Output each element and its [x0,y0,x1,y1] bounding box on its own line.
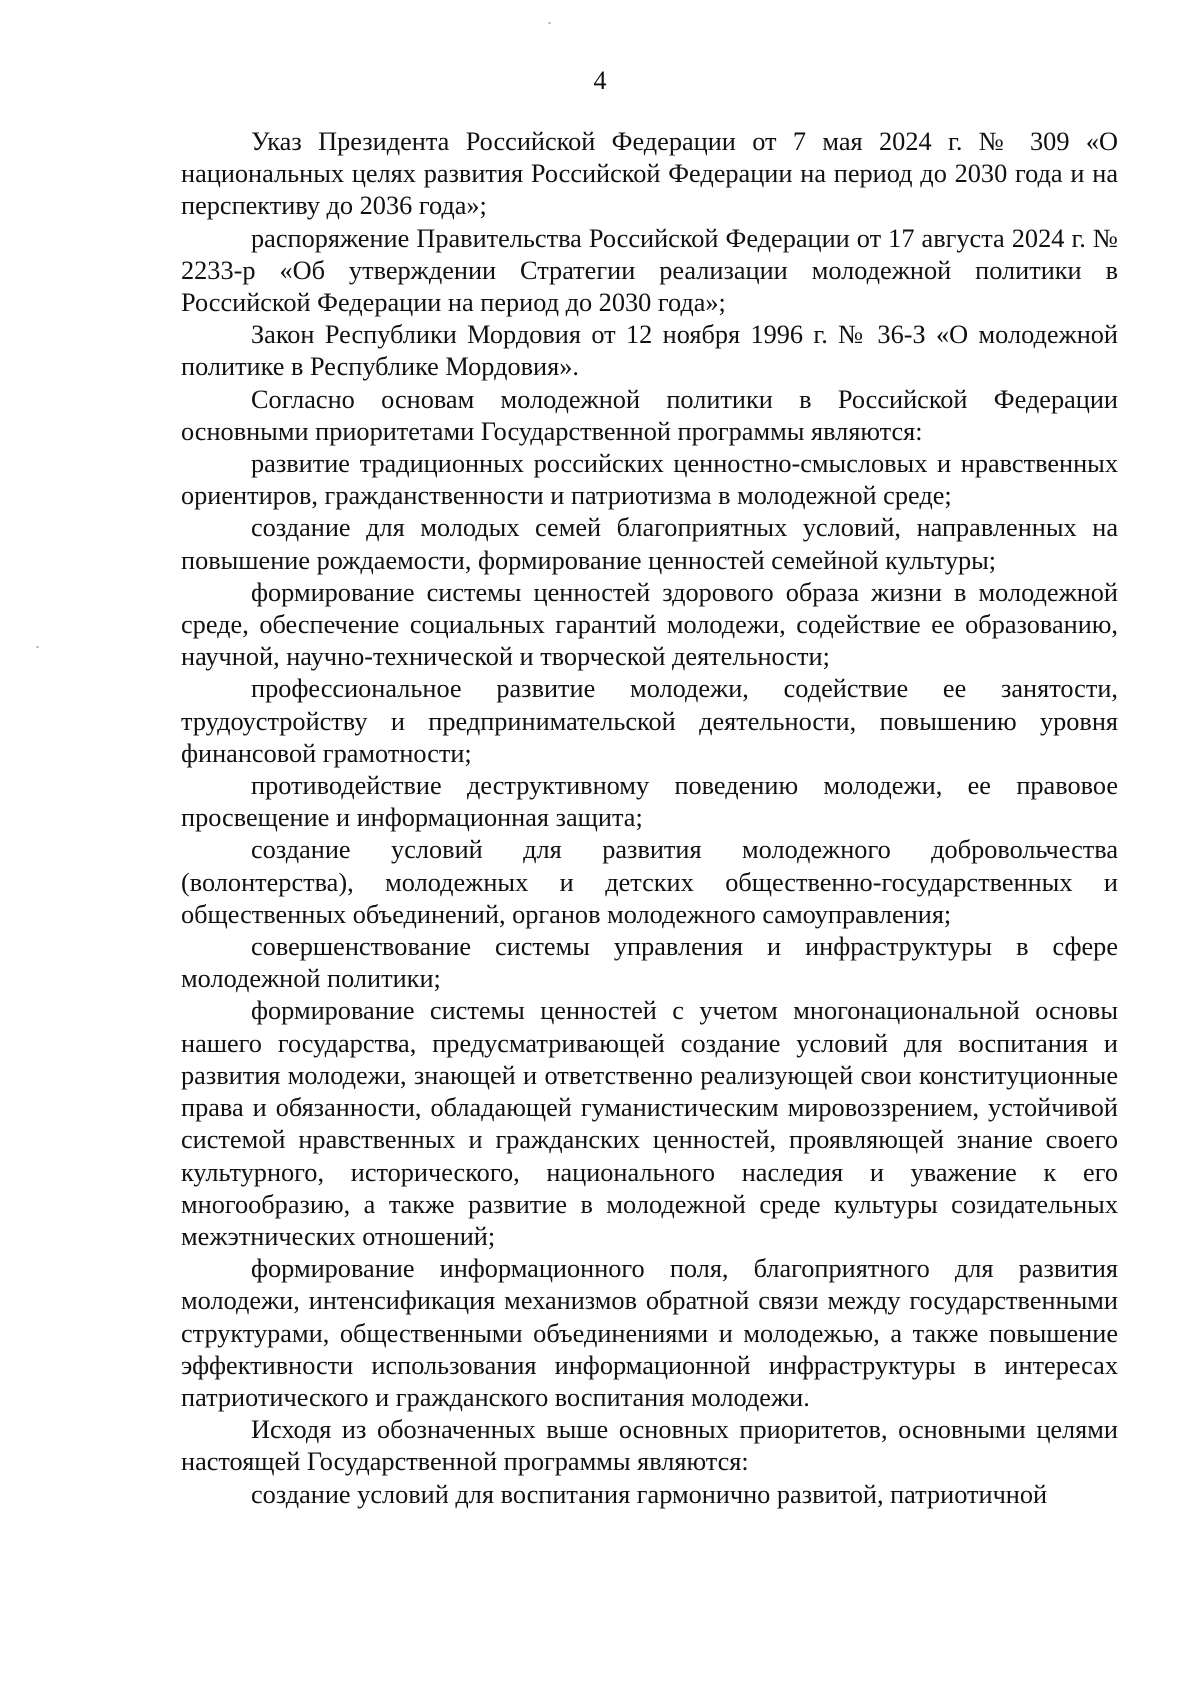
paragraph-priority-values: развитие традиционных российских ценностно-смысловых и нравственных ориентиров, гражданственности и патриотизма в молодежной среде; [181,449,1118,511]
paragraph-priority-volunteering: создание условий для развития молодежного добровольчества (волонтерства), молодежных и детских общественно-государственных и общественных объединений, органов молодежного самоуправления; [181,835,1118,929]
paragraph-mordovia-law: Закон Республики Мордовия от 12 ноября 1996 г. № 36-З «О молодежной политике в Республике Мордовия». [181,320,1118,382]
page-number: 4 [593,66,607,95]
paragraph-priority-healthy-lifestyle: формирование системы ценностей здорового образа жизни в молодежной среде, обеспечение социальных гарантий молодежи, содействие ее образованию, научной, научно-технической и творческой деятельности; [181,577,1118,672]
paragraph-priority-destructive-behavior: противодействие деструктивному поведению молодежи, ее правовое просвещение и информационная защита; [181,771,1118,833]
paragraph-priority-infrastructure: совершенствование системы управления и инфраструктуры в сфере молодежной политики; [181,932,1118,994]
document-body [181,126,1118,1511]
paragraph-priority-multinational-values: формирование системы ценностей с учетом многонациональной основы нашего государства, предусматривающей создание условий для воспитания и развития молодежи, знающей и ответственно реализующей свои конституционные права и обязанности, обладающей гуманистическим мировоззрением, устойчивой системой нравственных и гражданских ценностей, проявляющей знание своего культурного, исторического, национального наследия и уважение к его многообразию, а также развитие в молодежной среде культуры созидательных межэтнических отношений; [181,996,1118,1251]
paragraph-priority-young-families: создание для молодых семей благоприятных условий, направленных на повышение рождаемости, формирование ценностей семейной культуры; [181,513,1118,575]
paragraph-priority-information-field: формирование информационного поля, благоприятного для развития молодежи, интенсификация механизмов обратной связи между государственными структурами, общественными объединениями и молодежью, а также повышение эффективности использования информационной инфраструктуры в интересах патриотического и гражданского воспитания молодежи. [181,1254,1118,1412]
paragraph-government-order: распоряжение Правительства Российской Федерации от 17 августа 2024 г. № 2233-р «Об утверждении Стратегии реализации молодежной политики в Российской Федерации на период до 2030 года»; [181,223,1118,318]
scan-speck [548,22,551,24]
paragraph-goal-harmonious-development: создание условий для воспитания гармонично развитой, патриотичной [251,1479,1048,1509]
paragraph-priorities-intro: Согласно основам молодежной политики в Российской Федерации основными приоритетами Государственной программы являются: [181,384,1118,446]
scan-speck [36,646,39,648]
paragraph-decree-president: Указ Президента Российской Федерации от 7 мая 2024 г. № 309 «О национальных целях развития Российской Федерации на период до 2030 года и на перспективу до 2036 года»; [181,127,1118,221]
paragraph-goals-intro: Исходя из обозначенных выше основных приоритетов, основными целями настоящей Государственной программы являются: [181,1415,1118,1477]
paragraph-priority-professional-development: профессиональное развитие молодежи, содействие ее занятости, трудоустройству и предпринимательской деятельности, повышению уровня финансовой грамотности; [181,674,1118,768]
